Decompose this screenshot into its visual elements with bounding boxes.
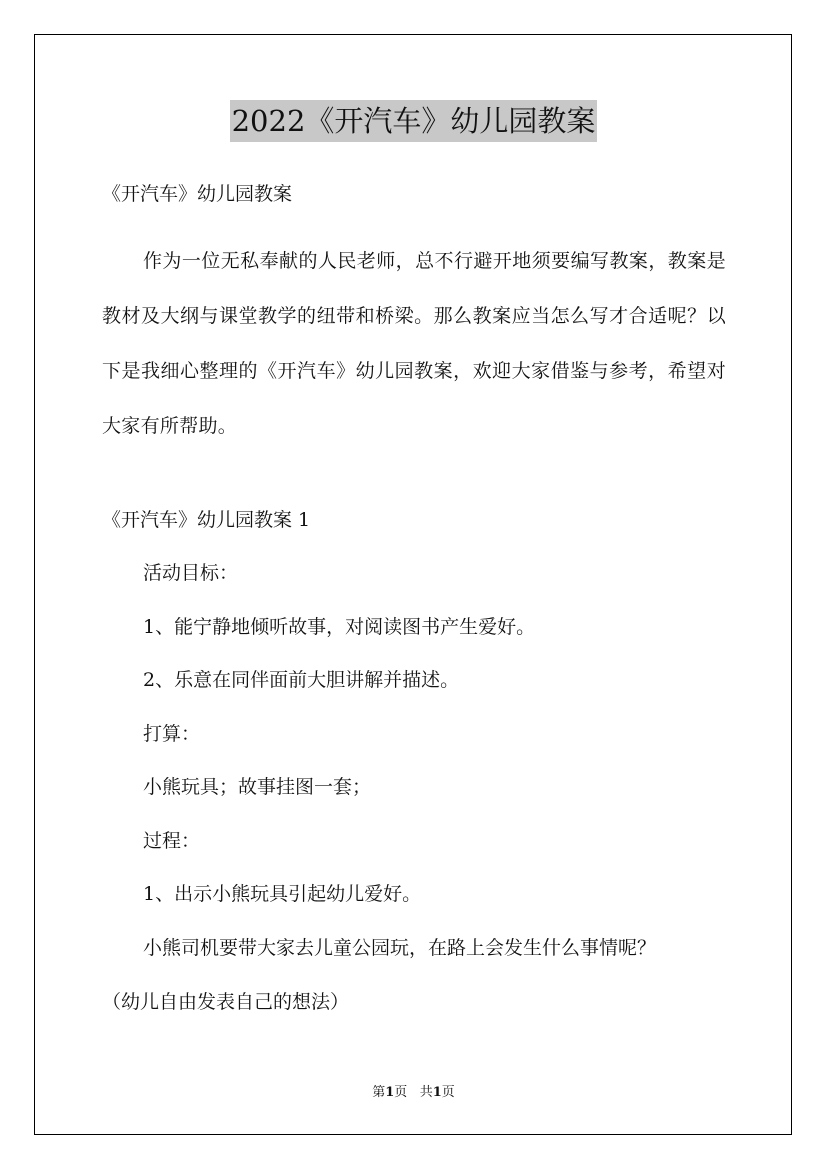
section-heading: 《开汽车》幼儿园教案 1	[102, 509, 311, 531]
footer-prefix: 第	[372, 1085, 386, 1100]
activity-goals-label: 活动目标：	[143, 562, 239, 584]
preparation-label: 打算：	[143, 723, 201, 745]
process-note: （幼儿自由发表自己的想法）	[102, 991, 350, 1013]
document-subtitle: 《开汽车》幼儿园教案	[102, 183, 293, 205]
preparation-items: 小熊玩具；故事挂图一套；	[143, 776, 372, 798]
goal-item-1: 1、能宁静地倾听故事，对阅读图书产生爱好。	[143, 616, 536, 638]
footer-total-pages: 1	[432, 1085, 442, 1100]
process-question: 小熊司机要带大家去儿童公园玩，在路上会发生什么事情呢？	[143, 937, 657, 959]
document-title	[0, 100, 827, 142]
footer-suffix: 页	[441, 1085, 455, 1100]
intro-paragraph: 作为一位无私奉献的人民老师，总不行避开地须要编写教案，教案是教材及大纲与课堂教学的纽带和桥梁。那么教案应当怎么写才合适呢？以下是我细心整理的《开汽车》幼儿园教案，欢迎大家借鉴与参考，希望对大家有所帮助。	[102, 250, 726, 437]
footer-mid: 页 共	[394, 1085, 433, 1100]
process-step-1: 1、出示小熊玩具引起幼儿爱好。	[143, 883, 422, 905]
process-label: 过程：	[143, 830, 201, 852]
footer-page-number: 1	[385, 1085, 395, 1100]
page-footer	[0, 1084, 827, 1102]
document-title-text: 2022《开汽车》幼儿园教案	[230, 100, 598, 142]
goal-item-2: 2、乐意在同伴面前大胆讲解并描述。	[143, 669, 460, 691]
